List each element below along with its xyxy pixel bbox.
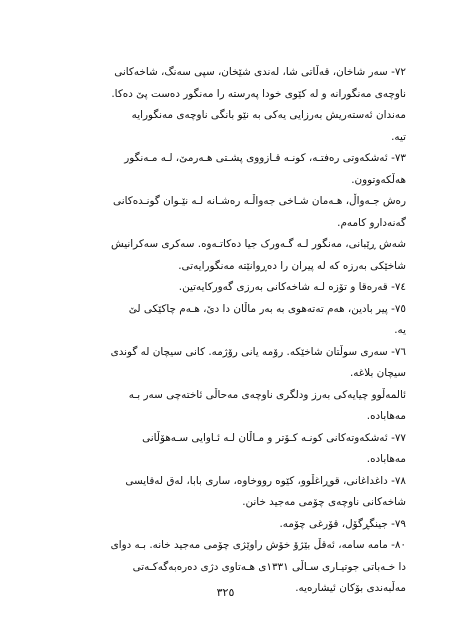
text-line: ٧٦- سەری سوڵتان شاخێکە. رۆمە یانی رۆژمە. کانی سیچان لە گوندی <box>110 345 406 358</box>
text-line: ناوچەی مەنگورانە و لە کێوی خودا پەرستە را مەنگور دەست پێ دەکا. <box>111 87 406 100</box>
text-line: مەڵبەندی بۆکان ئیشارەیە. <box>295 582 406 594</box>
text-line: ٨٠- مامە سامە، ئەقڵ بێژۆ خۆش راوێژی چۆمی مەجید خانە. بـە دوای <box>110 539 406 551</box>
text-line: ئالمەڵوو چیایەکی بەرز ودلگری ناوچەی مەحاڵی ئاختەچی سەر بـە <box>128 388 406 401</box>
text-line: یە. <box>394 324 406 336</box>
page-number: ٣٢٥ <box>216 586 235 599</box>
text-line: ٧٨- داغداغانی، قوڕاغڵوو، کێوە رووخاوە، ساری بابا، لەق لەقایسی <box>125 474 406 487</box>
text-line: شاخێکی بەرزە کە لە پیران را دەڕوانێتە مەنگورایەتی. <box>178 259 406 272</box>
text-line: تیە. <box>391 130 406 143</box>
text-line: ٧٥- پیر بادین، هەم تەتەهوی بە بەر ماڵان دا دێ، هـەم چاکێکی لێ <box>128 302 406 315</box>
text-line: شاخەکانی ناوچەی چۆمی مەجید خانن. <box>242 496 406 508</box>
text-line: ٧٩- جینگڕگۆل، قۆرغی چۆمە. <box>279 517 406 530</box>
text-line: گەنەدارو کامەم. <box>337 216 406 229</box>
text-line: ٧٢- سەر شاخان، قەڵاتی شا، لەندی شێخان، سپی سەنگ، شاخەکانی <box>114 66 406 78</box>
text-line: ٧٣- ئەشکەوتی رەفتـە، کونـە قـازووی پشـتی هـەرمێ، لـە مـەنگور <box>124 152 406 164</box>
text-line: رەش جـەواڵ، هـەمان شـاخی جەواڵـە رەشـانە لـە نێـوان گونـدەکانی <box>113 195 406 207</box>
text-line: مەندان ئەستەریش بەرزایی یەکی بە نێو بانگی ناوچەی مەنگورایە <box>131 109 406 121</box>
body-text <box>52 62 406 600</box>
text-line: ٧٧- ئەشکەوتەکانی کونـە کـۆتر و مـاڵان لـە ئـاوایی سـەهۆڵانی <box>142 431 406 444</box>
text-line: مەهابادە. <box>366 453 406 465</box>
text-line: مەهابادە. <box>366 410 406 422</box>
text-line: سیچان بلاغە. <box>349 367 406 379</box>
text-line: شەش ڕێبانی، مەنگور لـە گـەورک جیا دەکاتـەوە. سەکری سەکرانیش <box>110 238 406 250</box>
text-line: هەڵکەوتوون. <box>351 173 406 186</box>
text-line: دا خـەباتی جوتیـاری سـاڵی ١٣٣١ی هـەتاوی دژی دەرەبەگەکـەتی <box>132 560 406 573</box>
text-line: ٧٤- قەرەقا و تۆزە لـە شاخەکانی بەرزی گەورکایەتین. <box>178 281 406 293</box>
